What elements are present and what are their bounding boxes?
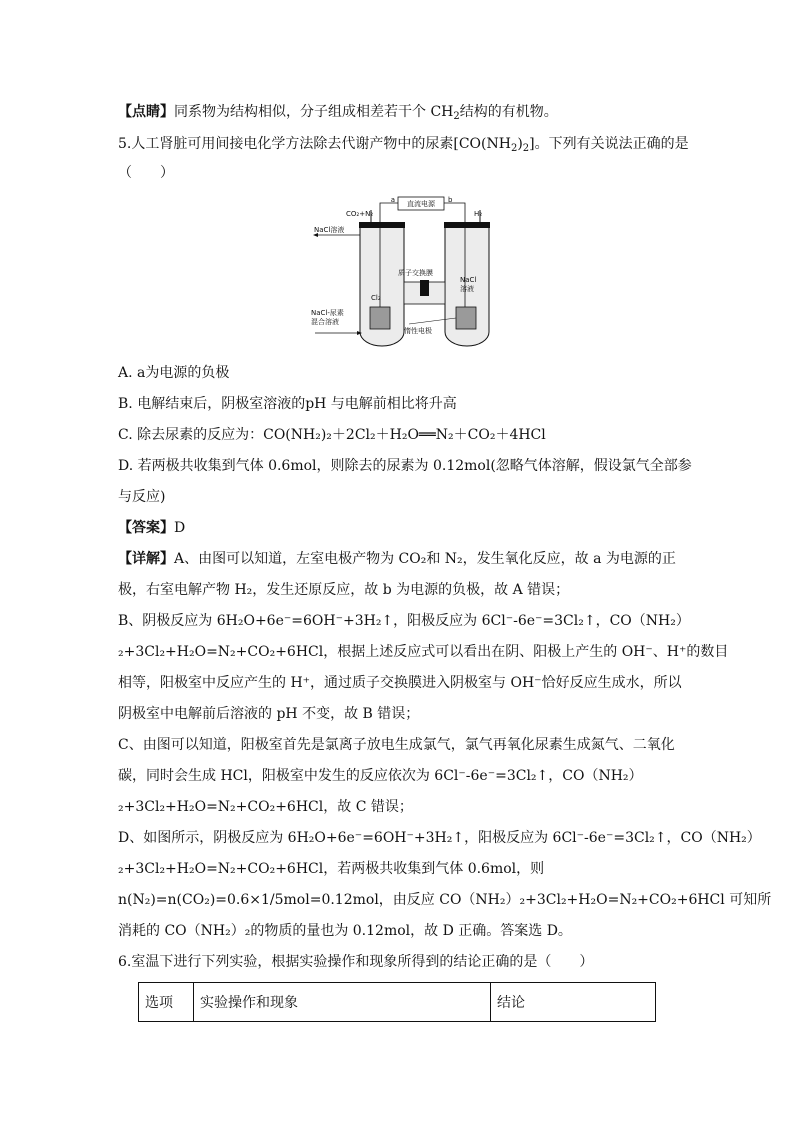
q6-stem: 6.室温下进行下列实验，根据实验操作和现象所得到的结论正确的是（ ） <box>118 954 594 970</box>
proton-membrane <box>420 280 429 296</box>
explain-line-11: ₂+3Cl₂+H₂O=N₂+CO₂+6HCl，若两极共收集到气体 0.6mol，则 <box>118 861 545 877</box>
q5-option-d-line1: D. 若两极共收集到气体 0.6mol，则除去的尿素为 0.12mol(忽略气体溶解，假设氯气全部参 <box>118 458 692 474</box>
detail-tag: 【详解】 <box>118 551 174 567</box>
note-text-2: 结构的有机物。 <box>459 104 558 120</box>
q5-paren: （ ） <box>118 165 174 181</box>
right-gas-label: H₂ <box>474 210 483 218</box>
explain-line-12: n(N₂)=n(CO₂)=0.6×1/5mol=0.12mol，由反应 CO（NH₂）₂+3Cl₂+H₂O=N₂+CO₂+6HCl 可知所 <box>118 892 772 908</box>
nacl-right-2: 溶液 <box>460 285 474 293</box>
explain-line-8: 碳，同时会生成 HCl，阳极室中发生的反应依次为 6Cl⁻-6e⁻=3Cl₂↑，CO（NH₂） <box>118 768 643 784</box>
explain-line-2: 极，右室电解产物 H₂，发生还原反应，故 b 为电源的负极，故 A 错误； <box>118 582 570 598</box>
explain-line-10: D、如图所示，阴极反应为 6H₂O+6e⁻=6OH⁻+3H₂↑，阳极反应为 6Cl⁻-6e⁻=3Cl₂↑，CO（NH₂） <box>118 830 761 846</box>
explain-line-6: 阴极室中电解前后溶液的 pH 不变，故 B 错误； <box>118 706 420 722</box>
power-label: 直流电源 <box>407 200 435 208</box>
terminal-b: b <box>448 196 453 204</box>
q5-option-a: A. a为电源的负极 <box>118 365 230 381</box>
mix-label-2: 混合溶液 <box>311 318 339 326</box>
note-sub: 2 <box>453 111 460 122</box>
note-text-1: 同系物为结构相似，分子组成相差若干个 CH <box>174 104 454 120</box>
membrane-label: 质子交换膜 <box>398 269 433 277</box>
explain-line-1 <box>118 549 676 569</box>
explain-line-7: C、由图可以知道，阳极室首先是氯离子放电生成氯气，氯气再氧化尿素生成氮气、二氧化 <box>118 737 675 753</box>
nacl-out-label: NaCl溶液 <box>314 226 345 234</box>
electrolysis-diagram <box>305 192 505 352</box>
explain-line-9: ₂+3Cl₂+H₂O=N₂+CO₂+6HCl，故 C 错误； <box>118 799 413 815</box>
mix-label-1: NaCl-尿素 <box>311 309 344 317</box>
header-conclusion: 结论 <box>491 983 656 1022</box>
q5-stem-sub1: 2 <box>510 143 518 154</box>
q5-answer <box>118 518 185 538</box>
q6-table <box>138 982 656 1022</box>
q5-option-b: B. 电解结束后，阴极室溶液的pH 与电解前相比将升高 <box>118 396 457 412</box>
explain-line-13: 消耗的 CO（NH₂）₂的物质的量也为 0.12mol，故 D 正确。答案选 D。 <box>118 923 572 939</box>
q5-option-c: C. 除去尿素的反应为：CO(NH₂)₂＋2Cl₂＋H₂O══N₂＋CO₂＋4HCl <box>118 427 546 443</box>
cl2-label: Cl₂ <box>371 294 381 302</box>
explain-line-5: 相等，阳极室中反应产生的 H⁺，通过质子交换膜进入阴极室与 OH⁻恰好反应生成水，所以 <box>118 675 682 691</box>
answer-tag: 【答案】 <box>118 520 174 536</box>
q5-stem-c: ) <box>517 136 523 152</box>
explain-text-1: A、由图可以知道，左室电极产物为 CO₂和 N₂，发生氧化反应，故 a 为电源的正 <box>174 551 676 567</box>
right-electrode <box>456 307 476 329</box>
header-operation: 实验操作和现象 <box>194 983 491 1022</box>
explain-line-4: ₂+3Cl₂+H₂O=N₂+CO₂+6HCl，根据上述反应式可以看出在阴、阳极上产生的 OH⁻、H⁺的数目 <box>118 644 729 660</box>
terminal-a: a <box>390 196 395 204</box>
note-line <box>118 102 558 122</box>
note-tag: 【点睛】 <box>118 104 174 120</box>
left-electrode <box>370 307 390 329</box>
left-gas-label: CO₂+N₂ <box>346 210 374 218</box>
table-header-row <box>139 983 656 1022</box>
q5-stem-a: 5.人工肾脏可用间接电化学方法除去代谢产物中的尿素[CO(NH <box>118 136 511 152</box>
q5-option-d-line2: 与反应) <box>118 489 166 505</box>
electrode-label: 惰性电极 <box>404 327 432 335</box>
q5-stem-sub2: 2 <box>522 143 530 154</box>
q5-stem <box>118 134 689 154</box>
q5-stem-e: ]。下列有关说法正确的是 <box>529 136 689 152</box>
answer-value: D <box>174 520 186 536</box>
explain-line-3: B、阴极反应为 6H₂O+6e⁻=6OH⁻+3H₂↑，阳极反应为 6Cl⁻-6e⁻=3Cl₂↑，CO（NH₂） <box>118 613 690 629</box>
nacl-right-1: NaCl <box>460 276 477 284</box>
header-option: 选项 <box>139 983 194 1022</box>
